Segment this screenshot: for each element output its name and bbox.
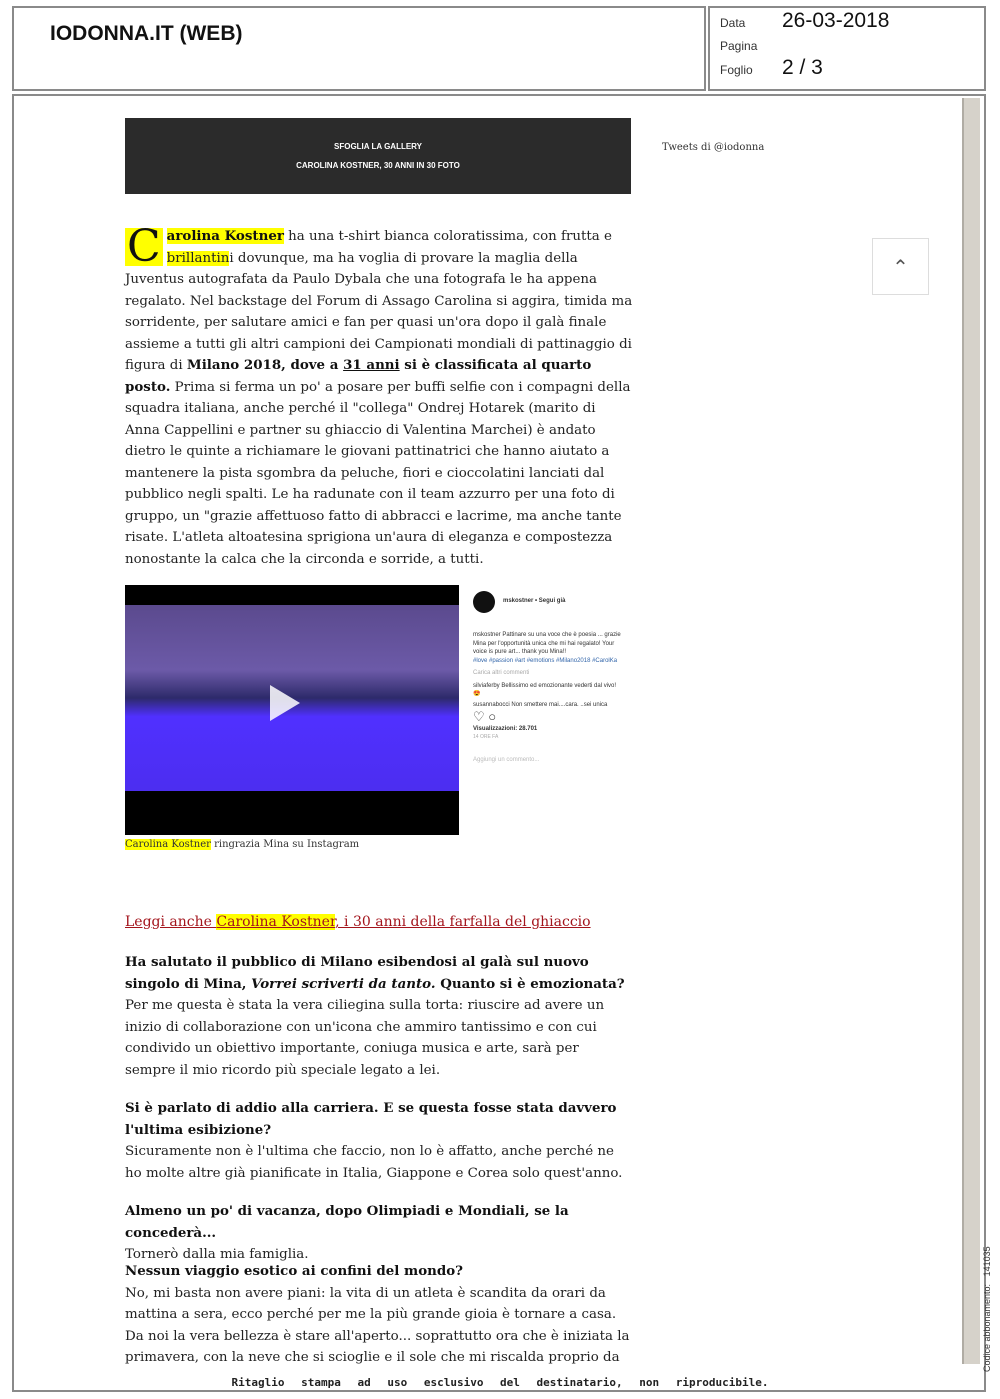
play-icon[interactable] — [270, 685, 300, 721]
pagina-label: Pagina — [720, 39, 758, 53]
instagram-embed — [465, 585, 631, 833]
qa-block-4 — [125, 1261, 633, 1369]
qa-block-2 — [125, 1098, 633, 1184]
intro-paragraph — [125, 221, 633, 570]
footer-disclaimer: Ritaglio stampa ad uso esclusivo del destinatario, non riproducibile. — [231, 1376, 769, 1389]
answer: Sicuramente non è l'ultima che faccio, non lo è affatto, anche perché ne ho molte altre già pianificate in Italia, Giappone e Corea solo quest'anno. — [125, 1144, 623, 1181]
bold-underlined: 31 anni — [343, 357, 400, 373]
caption-highlight: Carolina Kostner — [125, 839, 211, 850]
instagram-tags[interactable]: #love #passion #art #emotions #Milano2018 #CarolKa — [473, 657, 618, 664]
question: Si è parlato di addio alla carriera. E se questa fosse stata davvero l'ultima esibizione? — [125, 1100, 617, 1138]
gallery-banner[interactable] — [125, 118, 631, 194]
qa-block-1 — [125, 952, 633, 1081]
load-more-comments[interactable]: Carica altri commenti — [473, 670, 530, 676]
bold-text: Milano 2018, dove a — [186, 357, 344, 373]
instagram-post: mskostner Pattinare su una voce che è poesia ... grazie Mina per l'opportunità unica che mi hai regalato! Your voice is pure art... thank you Mina!! — [473, 632, 621, 655]
code-value: 141035 — [982, 1246, 992, 1277]
gallery-line2: CAROLINA KOSTNER, 30 ANNI IN 30 FOTO — [296, 161, 460, 170]
video-caption — [125, 839, 359, 850]
data-label: Data — [720, 16, 746, 30]
like-icon[interactable]: ♡ ○ — [473, 709, 497, 724]
header-meta-box — [708, 6, 986, 91]
post-time: 14 ORE FA — [473, 734, 499, 740]
header-source-box — [12, 6, 706, 91]
read-also-link[interactable] — [125, 914, 591, 930]
avatar — [473, 591, 495, 613]
gallery-line1: SFOGLIA LA GALLERY — [334, 142, 422, 151]
question — [125, 952, 633, 995]
foglio-label: Foglio — [720, 63, 753, 77]
answer: Per me questa è stata la vera ciliegina sulla torta: riuscire ad avere un inizio di collaborazione con un'icona che ammiro tantissimo e con cui condivido un obiettivo importante, coniuga musica e arte, sarà per sempre il mio ricordo più speciale legato a lei. — [125, 998, 605, 1078]
answer: No, mi basta non avere piani: la vita di un atleta è scandita da orari da mattina a sera, ecco perché per me la più grande gioia è tornare a casa. Da noi la vera bellezza è stare all'aperto... soprattutto ora che è iniziata la primavera, con la neve che si scioglie e il sole che mi riscalda proprio da — [125, 1285, 630, 1365]
text: Leggi anche — [125, 914, 217, 930]
question: Almeno un po' di vacanza, dopo Olimpiadi e Mondiali, se la concederà... — [125, 1203, 569, 1241]
data-value: 26-03-2018 — [782, 9, 890, 32]
comment: susannabocci Non smettere mai....cara. ..sei unica — [473, 701, 608, 708]
drop-cap: C — [127, 221, 161, 272]
text: , i 30 anni della farfalla del ghiaccio — [335, 914, 591, 930]
subscription-code — [982, 1246, 992, 1372]
foglio-value: 2 / 3 — [782, 56, 823, 79]
code-label: Codice abbonamento: — [982, 1283, 992, 1372]
source-title: IODONNA.IT (WEB) — [50, 22, 243, 45]
views-count: Visualizzazioni: 28.701 — [473, 725, 538, 732]
question: Nessun viaggio esotico ai confini del mondo? — [125, 1263, 464, 1279]
comment-input[interactable]: Aggiungi un commento... — [473, 756, 540, 763]
qa-block-3 — [125, 1201, 633, 1266]
song-title: Vorrei scriverti da tanto. — [251, 975, 436, 992]
bold-text: si è classificata al quarto posto. — [125, 357, 592, 395]
caption-text: ringrazia Mina su Instagram — [210, 839, 360, 850]
text: Prima si ferma un po' a posare per buffi selfie con i compagni della squadra italiana, anche perché il "collega" Ondrej Hotarek (marito di Anna Cappellini e partner su ghiaccio di Valentina Marchei) è andato dietro le quinte a richiamare le giovani pattinatrici che hanno aiutato a mantenere la pista sgombra da peluche, fiori e cioccolatini lanciati dal pubblico negli spalti. Le ha radunate con il team azzurro per una foto di gruppo, un "grazie affettuoso fatto di abbracci e lacrime, ma anche tante risate. L'atleta altoatesina sprigiona un'aura di eleganza e compostezza nonostante la calca che la circonda e sorride, a tutti. — [125, 379, 631, 567]
text: i dovunque, ma ha voglia di provare la maglia della Juventus autografata da Paulo Dybala che una fotografa le ha appena regalato. Nel backstage del Forum di Assago Carolina si aggira, timida ma sorridente, per salutare amici e fan per quasi un'ora dopo il galà finale assieme a tutti gli altri campioni dei Campionati mondiali di pattinaggio di figura di — [125, 250, 633, 373]
scrollbar[interactable] — [962, 98, 980, 1364]
comment: silviaferby Bellissimo ed emozionante vederti dal vivo!😍 — [473, 682, 617, 697]
text: Quanto si è emozionata? — [435, 975, 625, 992]
name-highlight: arolina Kostner — [166, 228, 284, 244]
video-player[interactable] — [125, 585, 459, 835]
text: Ha salutato il pubblico di Milano esibendosi al galà sul nuovo singolo di Mina, — [125, 954, 589, 992]
text-highlight: Carolina Kostner — [216, 914, 336, 930]
text: ha una t-shirt bianca coloratissima, con frutta e — [283, 229, 612, 244]
tweets-link[interactable]: Tweets di @iodonna — [662, 142, 765, 153]
chevron-up-icon: ⌃ — [892, 254, 909, 279]
answer: Tornerò dalla mia famiglia. — [125, 1247, 309, 1262]
instagram-user[interactable]: mskostner • Segui già — [503, 598, 566, 604]
scroll-top-button[interactable] — [872, 238, 929, 295]
text-highlight: brillantin — [166, 250, 230, 266]
